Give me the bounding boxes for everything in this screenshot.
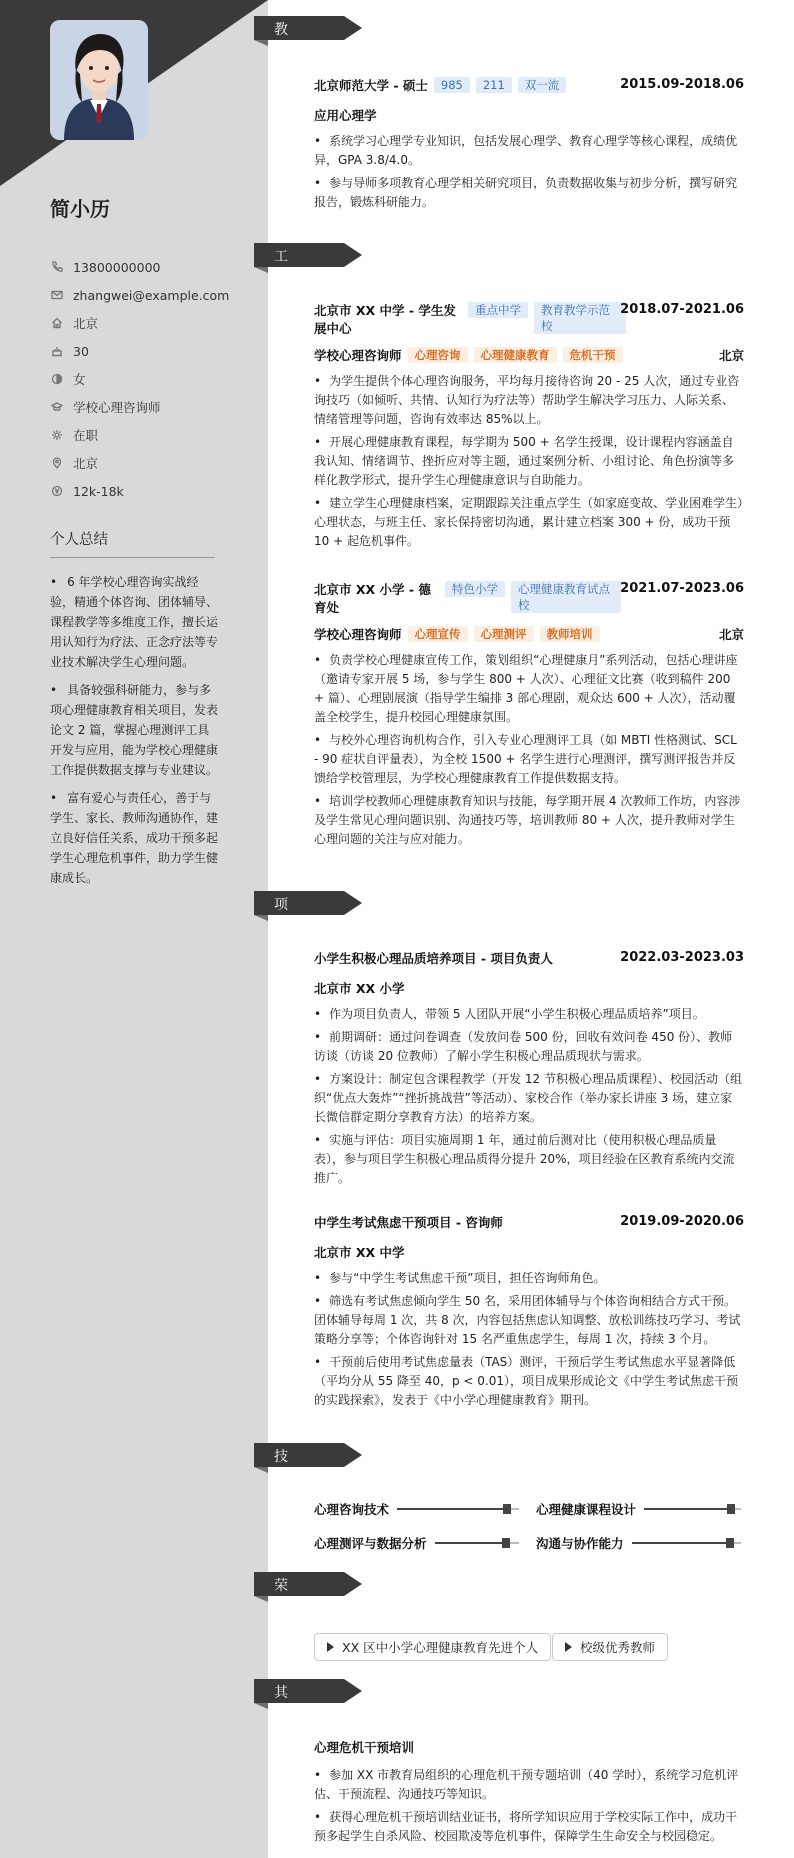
entry-title: 中学生考试焦虑干预项目 - 咨询师 (314, 1215, 503, 1230)
entry-city: 北京 (718, 627, 744, 642)
skill-bar (644, 1508, 741, 1510)
skill-item (536, 1500, 741, 1518)
contact-home (50, 309, 240, 337)
entry-org: 北京市 XX 中学 (314, 1245, 405, 1260)
entry-tag: 985 (434, 77, 470, 93)
bullet: • 作为项目负责人，带领 5 人团队开展“小学生积极心理品质培养”项目。 (314, 1005, 744, 1024)
summary-list (50, 572, 218, 896)
summary-item: • 6 年学校心理咨询实战经验，精通个体咨询、团体辅导、课程教学等多维度工作，擅长运用认知行为疗法、正念疗法等专业技术解决学生心理问题。 (50, 572, 218, 672)
skill-bar (435, 1542, 519, 1544)
status-icon (50, 428, 64, 442)
profile-name: 简小历 (50, 197, 110, 221)
contact-text: 12k-18k (73, 483, 124, 499)
skill-knob (727, 1504, 735, 1514)
bullet: • 系统学习心理学专业知识，包括发展心理学、教育心理学等核心课程，成绩优异，GPA 3.8/4.0。 (314, 132, 744, 170)
role-tag: 心理测评 (474, 626, 534, 642)
entry-date: 2021.07-2023.06 (620, 581, 744, 596)
home-icon (50, 316, 64, 330)
bullet: • 为学生提供个体心理咨询服务，平均每月接待咨询 20 - 25 人次，通过专业咨询技巧（如倾听、共情、认知行为疗法等）帮助学生解决学习压力、人际关系、情绪管理等问题，咨询有效率达 85%以上。 (314, 372, 744, 429)
contact-age (50, 337, 240, 365)
entry-role: 学校心理咨询师 (314, 348, 402, 363)
entry-title: 心理危机干预培训 (314, 1740, 415, 1755)
entry-tag: 211 (476, 77, 512, 93)
contact-text: zhangwei@example.com (73, 287, 230, 303)
section-title: 其他信息 (274, 1685, 288, 1761)
contact-text: 在职 (73, 428, 99, 443)
entry-date: 2019.09-2020.06 (620, 1214, 744, 1229)
contact-text: 13800000000 (73, 259, 161, 275)
contact-text: 学校心理咨询师 (73, 400, 161, 415)
contact-text: 北京 (73, 316, 99, 331)
cap-icon (50, 400, 64, 414)
section-title: 工作经历 (274, 249, 288, 325)
gender-icon (50, 372, 64, 386)
other-entry (314, 1739, 744, 1850)
entry-city: 北京 (718, 348, 744, 363)
skill-knob (726, 1538, 734, 1548)
contact-list (50, 253, 240, 505)
bullet: • 参与导师多项教育心理学相关研究项目，负责数据收集与初步分析，撰写研究报告，锻炼科研能力。 (314, 174, 744, 212)
bullet: • 方案设计：制定包含课程教学（开发 12 节积极心理品质课程）、校园活动（组织“优点大轰炸”“挫折挑战营”等活动）、家校合作（举办家长讲座 3 场，建立家长微信群定期分享教育方法）的培养方案。 (314, 1070, 744, 1127)
award-badge (552, 1633, 668, 1661)
entry-date: 2015.09-2018.06 (620, 77, 744, 92)
skill-name: 心理健康课程设计 (536, 1502, 637, 1517)
contact-text: 30 (73, 343, 89, 359)
bullet: • 与校外心理咨询机构合作，引入专业心理测评工具（如 MBTI 性格测试、SCL - 90 症状自评量表），为全校 1500 + 名学生进行心理测评，撰写测评报告并反馈给学校管理层，为学校心理健康教育工作提供数据支持。 (314, 731, 744, 788)
bullet: • 负责学校心理健康宣传工作，策划组织“心理健康月”系列活动，包括心理讲座（邀请专家开展 5 场，参与学生 800 + 人次）、心理征文比赛（收到稿件 200 + 篇）、心理剧展演（指导学生编排 3 部心理剧，观众达 600 + 人次），活动覆盖全校学生，提升校园心理健康氛围。 (314, 651, 744, 727)
skill-bar (397, 1508, 519, 1510)
entry-title: 小学生积极心理品质培养项目 - 项目负责人 (314, 951, 553, 966)
skill-knob (503, 1504, 511, 1514)
section-title: 荣誉奖项 (274, 1578, 288, 1654)
location-icon (50, 456, 64, 470)
award-text: XX 区中小学心理健康教育先进个人 (342, 1640, 539, 1655)
section-title: 教育经历 (274, 22, 288, 98)
bullet: • 筛选有考试焦虑倾向学生 50 名，采用团体辅导与个体咨询相结合方式干预。团体辅导每周 1 次，共 8 次，内容包括焦虑认知调整、放松训练技巧学习、考试策略分享等；个体咨询针对 15 名严重焦虑学生，每周 1 次，持续 3 个月。 (314, 1292, 744, 1349)
contact-gender (50, 365, 240, 393)
award-badge (314, 1633, 551, 1661)
skill-name: 心理测评与数据分析 (314, 1536, 427, 1551)
project-entry (314, 1214, 744, 1414)
entry-date: 2018.07-2021.06 (620, 302, 744, 317)
salary-icon (50, 484, 64, 498)
contact-text: 女 (73, 372, 86, 387)
skill-name: 沟通与协作能力 (536, 1536, 624, 1551)
bullet: • 获得心理危机干预培训结业证书，将所学知识应用于学校实际工作中，成功干预多起学生自杀风险、校园欺凌等危机事件，保障学生生命安全与校园稳定。 (314, 1808, 744, 1846)
phone-icon (50, 260, 64, 274)
contact-text: 北京 (73, 456, 99, 471)
bullet: • 培训学校教师心理健康教育知识与技能，每学期开展 4 次教师工作坊，内容涉及学生常见心理问题识别、沟通技巧等，培训教师 80 + 人次，提升教师对学生心理问题的关注与应对能力。 (314, 792, 744, 849)
age-icon (50, 344, 64, 358)
entry-date: 2022.03-2023.03 (620, 950, 744, 965)
mail-icon (50, 288, 64, 302)
skill-knob (502, 1538, 510, 1548)
role-tag: 心理咨询 (408, 347, 468, 363)
project-entry (314, 950, 744, 1192)
role-tag: 心理健康教育 (474, 347, 557, 363)
bullet: • 参与“中学生考试焦虑干预”项目，担任咨询师角色。 (314, 1269, 744, 1288)
section-title: 技能专长 (274, 1449, 288, 1525)
bullet: • 开展心理健康教育课程，每学期为 500 + 名学生授课，设计课程内容涵盖自我认知、情绪调节、挫折应对等主题，通过案例分析、小组讨论、角色扮演等多样化教学形式，提升学生心理健康意识与自助能力。 (314, 433, 744, 490)
entry-title: 北京市 XX 小学 - 德育处 (314, 582, 431, 615)
contact-email (50, 281, 240, 309)
role-tag: 危机干预 (563, 347, 623, 363)
entry-title: 北京市 XX 中学 - 学生发展中心 (314, 303, 456, 336)
summary-item: • 富有爱心与责任心，善于与学生、家长、教师沟通协作，建立良好信任关系，成功干预多起学生心理危机事件，助力学生健康成长。 (50, 788, 218, 888)
entry-tag: 心理健康教育试点校 (511, 581, 621, 613)
contact-job (50, 393, 240, 421)
skill-item (314, 1500, 519, 1518)
skill-item (536, 1534, 741, 1552)
bullet: • 实施与评估：项目实施周期 1 年，通过前后测对比（使用积极心理品质量表），参与项目学生积极心理品质得分提升 20%，项目经验在区教育系统内交流推广。 (314, 1131, 744, 1188)
entry-org: 北京市 XX 小学 (314, 981, 405, 996)
entry-tag: 教育教学示范校 (534, 302, 626, 334)
education-entry (314, 77, 744, 216)
contact-salary (50, 477, 240, 505)
summary-title: 个人总结 (50, 528, 215, 558)
skill-bar (632, 1542, 741, 1544)
contact-location (50, 449, 240, 477)
entry-tag: 特色小学 (445, 581, 505, 597)
skill-name: 心理咨询技术 (314, 1502, 390, 1517)
contact-status (50, 421, 240, 449)
work-entry (314, 581, 744, 853)
entry-title: 北京师范大学 - 硕士 (314, 78, 428, 93)
summary-item: • 具备较强科研能力，参与多项心理健康教育相关项目，发表论文 2 篇，掌握心理测评工具开发与应用，能为学校心理健康工作提供数据支撑与专业建议。 (50, 680, 218, 780)
award-text: 校级优秀教师 (580, 1640, 656, 1655)
play-icon (565, 1642, 572, 1652)
bullet: • 建立学生心理健康档案，定期跟踪关注重点学生（如家庭变故、学业困难学生）心理状态，与班主任、家长保持密切沟通，累计建立档案 300 + 份，成功干预 10 + 起危机事件。 (314, 494, 744, 551)
work-entry (314, 302, 744, 555)
bullet: • 干预前后使用考试焦虑量表（TAS）测评，干预后学生考试焦虑水平显著降低（平均分从 55 降至 40，p < 0.01），项目成果形成论文《中学生考试焦虑干预的实践探索》，发表于《中小学心理健康教育》期刊。 (314, 1353, 744, 1410)
entry-tag: 双一流 (518, 77, 567, 93)
sidebar (0, 0, 268, 1858)
section-title: 项目经历 (274, 897, 288, 973)
role-tag: 教师培训 (540, 626, 600, 642)
avatar (50, 20, 148, 140)
role-tag: 心理宣传 (408, 626, 468, 642)
entry-major: 应用心理学 (314, 108, 377, 123)
bullet: • 前期调研：通过问卷调查（发放问卷 500 份，回收有效问卷 450 份）、教师访谈（访谈 20 位教师）了解小学生积极心理品质现状与需求。 (314, 1028, 744, 1066)
contact-phone (50, 253, 240, 281)
entry-role: 学校心理咨询师 (314, 627, 402, 642)
play-icon (327, 1642, 334, 1652)
bullet: • 参加 XX 市教育局组织的心理危机干预专题培训（40 学时），系统学习危机评估、干预流程、沟通技巧等知识。 (314, 1766, 744, 1804)
entry-tag: 重点中学 (468, 302, 528, 318)
skill-item (314, 1534, 519, 1552)
